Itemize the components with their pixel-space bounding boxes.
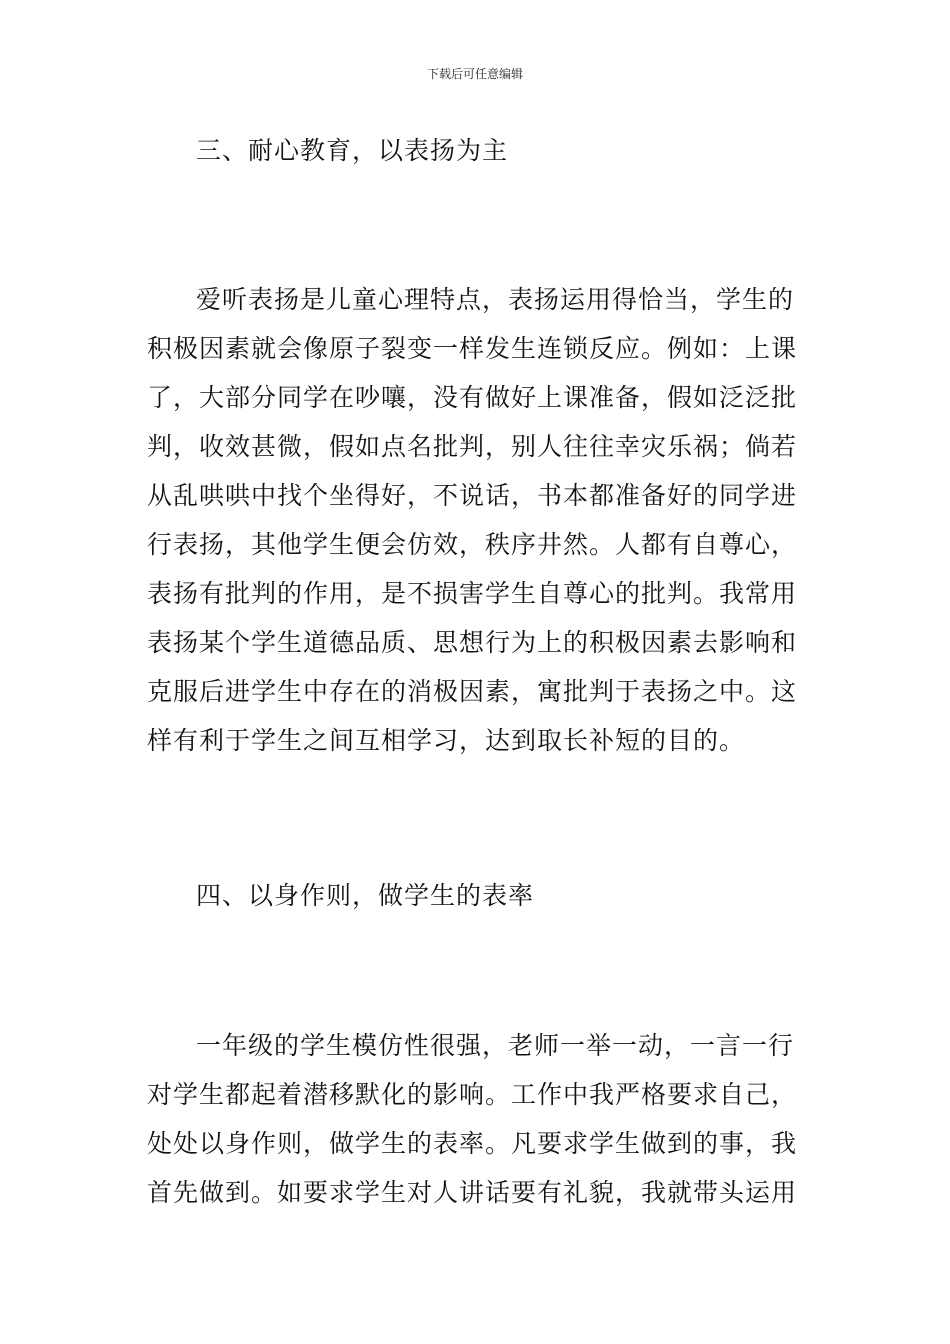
paragraph-line: 表扬有批判的作用，是不损害学生自尊心的批判。我常用	[147, 579, 798, 608]
paragraph-line: 判，收效甚微，假如点名批判，别人往往幸灾乐祸；倘若	[147, 432, 798, 461]
section-3-paragraph	[147, 275, 807, 765]
paragraph-line: 从乱哄哄中找个坐得好，不说话，书本都准备好的同学进	[147, 481, 798, 510]
paragraph-line: 首先做到。如要求学生对人讲话要有礼貌，我就带头运用	[147, 1178, 798, 1207]
paragraph-line: 积极因素就会像原子裂变一样发生连锁反应。例如：上课	[147, 334, 798, 363]
section-4-paragraph	[147, 1021, 807, 1217]
paragraph-line: 对学生都起着潜移默化的影响。工作中我严格要求自己，	[147, 1080, 798, 1109]
section-4-heading: 四、以身作则，做学生的表率	[196, 881, 535, 910]
paragraph-line: 克服后进学生中存在的消极因素，寓批判于表扬之中。这	[147, 677, 798, 706]
paragraph-line: 表扬某个学生道德品质、思想行为上的积极因素去影响和	[147, 628, 798, 657]
paragraph-line: 一年级的学生模仿性很强，老师一举一动，一言一行	[196, 1031, 795, 1060]
section-3-heading: 三、耐心教育，以表扬为主	[196, 136, 509, 165]
paragraph-line: 了，大部分同学在吵嚷，没有做好上课准备，假如泛泛批	[147, 383, 798, 412]
paragraph-line: 爱听表扬是儿童心理特点，表扬运用得恰当，学生的	[196, 285, 795, 314]
paragraph-line: 处处以身作则，做学生的表率。凡要求学生做到的事，我	[147, 1129, 798, 1158]
paragraph-line: 行表扬，其他学生便会仿效，秩序井然。人都有自尊心，	[147, 530, 798, 559]
page-header: 下载后可任意编辑	[426, 67, 523, 81]
paragraph-line: 样有利于学生之间互相学习，达到取长补短的目的。	[147, 726, 746, 755]
